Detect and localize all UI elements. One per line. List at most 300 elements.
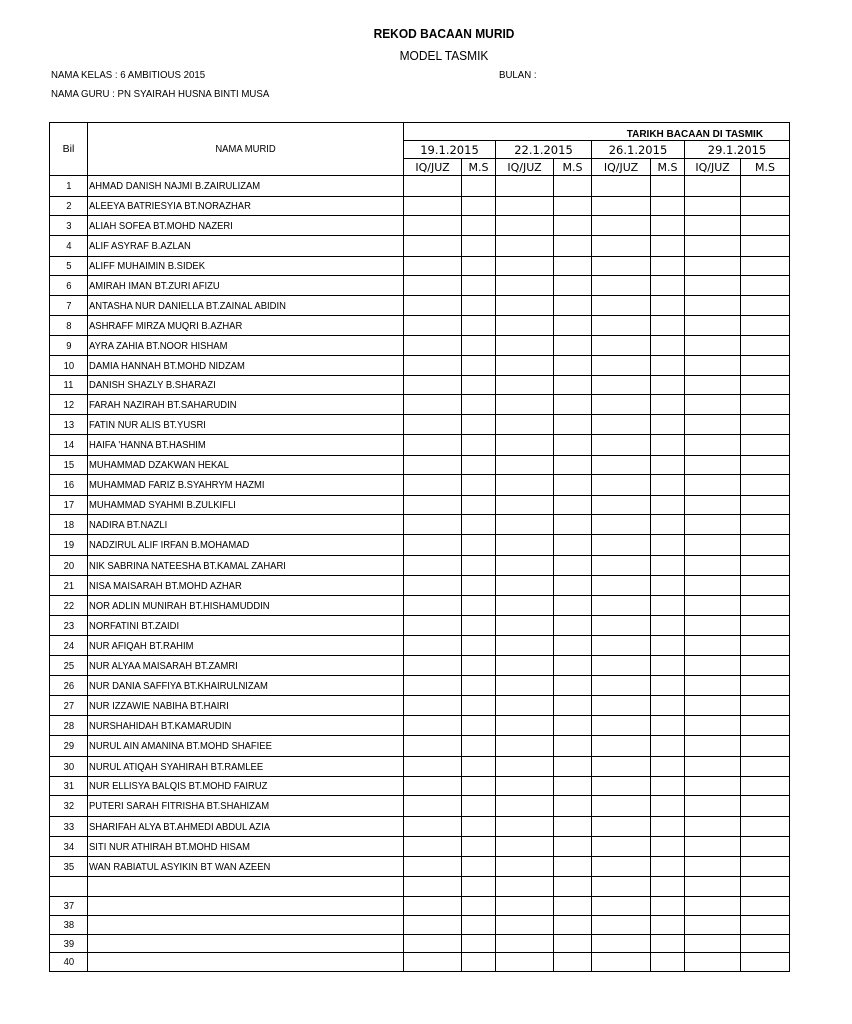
cell-iq-juz[interactable] <box>592 716 651 736</box>
cell-iq-juz[interactable] <box>404 817 462 837</box>
cell-iq-juz[interactable] <box>592 535 651 556</box>
cell-iq-juz[interactable] <box>685 897 741 916</box>
cell-ms[interactable] <box>462 176 496 197</box>
cell-ms[interactable] <box>741 916 790 935</box>
cell-iq-juz[interactable] <box>592 916 651 935</box>
cell-iq-juz[interactable] <box>685 596 741 616</box>
cell-iq-juz[interactable] <box>592 897 651 916</box>
cell-ms[interactable] <box>554 456 592 475</box>
cell-iq-juz[interactable] <box>685 636 741 656</box>
cell-ms[interactable] <box>554 757 592 777</box>
cell-ms[interactable] <box>741 953 790 972</box>
cell-iq-juz[interactable] <box>496 596 554 616</box>
cell-iq-juz[interactable] <box>496 696 554 716</box>
cell-ms[interactable] <box>554 515 592 535</box>
cell-ms[interactable] <box>554 176 592 197</box>
cell-ms[interactable] <box>554 376 592 395</box>
cell-ms[interactable] <box>651 475 685 496</box>
cell-ms[interactable] <box>554 596 592 616</box>
cell-iq-juz[interactable] <box>592 356 651 376</box>
cell-iq-juz[interactable] <box>592 296 651 316</box>
cell-iq-juz[interactable] <box>685 296 741 316</box>
cell-iq-juz[interactable] <box>496 176 554 197</box>
cell-ms[interactable] <box>651 496 685 515</box>
cell-iq-juz[interactable] <box>685 456 741 475</box>
cell-ms[interactable] <box>462 535 496 556</box>
cell-ms[interactable] <box>554 556 592 576</box>
cell-iq-juz[interactable] <box>685 953 741 972</box>
cell-ms[interactable] <box>462 456 496 475</box>
cell-ms[interactable] <box>741 877 790 897</box>
cell-iq-juz[interactable] <box>685 176 741 197</box>
cell-ms[interactable] <box>651 356 685 376</box>
cell-ms[interactable] <box>462 757 496 777</box>
cell-ms[interactable] <box>462 897 496 916</box>
cell-iq-juz[interactable] <box>404 296 462 316</box>
cell-iq-juz[interactable] <box>685 696 741 716</box>
cell-iq-juz[interactable] <box>404 837 462 857</box>
cell-iq-juz[interactable] <box>496 496 554 515</box>
cell-iq-juz[interactable] <box>685 316 741 336</box>
cell-iq-juz[interactable] <box>592 857 651 877</box>
cell-ms[interactable] <box>741 336 790 356</box>
cell-iq-juz[interactable] <box>592 736 651 757</box>
cell-ms[interactable] <box>554 837 592 857</box>
cell-iq-juz[interactable] <box>496 656 554 676</box>
cell-iq-juz[interactable] <box>496 736 554 757</box>
cell-iq-juz[interactable] <box>592 777 651 796</box>
cell-iq-juz[interactable] <box>685 356 741 376</box>
cell-ms[interactable] <box>554 395 592 415</box>
cell-ms[interactable] <box>554 716 592 736</box>
cell-iq-juz[interactable] <box>592 796 651 817</box>
cell-ms[interactable] <box>651 616 685 636</box>
cell-iq-juz[interactable] <box>496 456 554 475</box>
cell-ms[interactable] <box>741 356 790 376</box>
cell-ms[interactable] <box>741 415 790 435</box>
cell-ms[interactable] <box>741 456 790 475</box>
cell-ms[interactable] <box>651 415 685 435</box>
cell-ms[interactable] <box>651 777 685 796</box>
cell-iq-juz[interactable] <box>592 336 651 356</box>
cell-ms[interactable] <box>554 296 592 316</box>
cell-ms[interactable] <box>651 716 685 736</box>
cell-ms[interactable] <box>554 197 592 216</box>
cell-ms[interactable] <box>651 236 685 257</box>
cell-ms[interactable] <box>651 176 685 197</box>
cell-iq-juz[interactable] <box>592 817 651 837</box>
cell-ms[interactable] <box>462 496 496 515</box>
cell-ms[interactable] <box>554 216 592 236</box>
cell-iq-juz[interactable] <box>496 837 554 857</box>
cell-iq-juz[interactable] <box>685 576 741 596</box>
cell-iq-juz[interactable] <box>685 496 741 515</box>
cell-ms[interactable] <box>651 456 685 475</box>
cell-ms[interactable] <box>651 216 685 236</box>
cell-iq-juz[interactable] <box>685 475 741 496</box>
cell-ms[interactable] <box>741 935 790 953</box>
cell-iq-juz[interactable] <box>592 757 651 777</box>
cell-ms[interactable] <box>651 877 685 897</box>
cell-iq-juz[interactable] <box>496 296 554 316</box>
cell-ms[interactable] <box>554 336 592 356</box>
cell-ms[interactable] <box>554 257 592 276</box>
cell-ms[interactable] <box>554 535 592 556</box>
cell-ms[interactable] <box>462 336 496 356</box>
cell-iq-juz[interactable] <box>592 276 651 296</box>
cell-ms[interactable] <box>462 616 496 636</box>
cell-iq-juz[interactable] <box>592 556 651 576</box>
cell-ms[interactable] <box>462 696 496 716</box>
cell-iq-juz[interactable] <box>496 576 554 596</box>
cell-iq-juz[interactable] <box>404 616 462 636</box>
cell-ms[interactable] <box>741 296 790 316</box>
cell-iq-juz[interactable] <box>496 216 554 236</box>
cell-ms[interactable] <box>741 696 790 716</box>
cell-ms[interactable] <box>651 336 685 356</box>
cell-ms[interactable] <box>741 676 790 696</box>
cell-ms[interactable] <box>554 616 592 636</box>
cell-iq-juz[interactable] <box>404 716 462 736</box>
cell-iq-juz[interactable] <box>496 676 554 696</box>
cell-iq-juz[interactable] <box>685 515 741 535</box>
cell-ms[interactable] <box>741 435 790 456</box>
cell-iq-juz[interactable] <box>404 176 462 197</box>
cell-iq-juz[interactable] <box>404 496 462 515</box>
cell-ms[interactable] <box>462 736 496 757</box>
cell-iq-juz[interactable] <box>496 435 554 456</box>
cell-iq-juz[interactable] <box>685 257 741 276</box>
cell-iq-juz[interactable] <box>685 877 741 897</box>
cell-ms[interactable] <box>741 636 790 656</box>
cell-ms[interactable] <box>741 176 790 197</box>
cell-iq-juz[interactable] <box>496 236 554 257</box>
cell-ms[interactable] <box>462 716 496 736</box>
cell-ms[interactable] <box>554 877 592 897</box>
cell-iq-juz[interactable] <box>404 257 462 276</box>
cell-ms[interactable] <box>462 576 496 596</box>
cell-ms[interactable] <box>462 877 496 897</box>
cell-ms[interactable] <box>651 296 685 316</box>
cell-iq-juz[interactable] <box>404 777 462 796</box>
cell-ms[interactable] <box>554 656 592 676</box>
cell-ms[interactable] <box>462 415 496 435</box>
cell-ms[interactable] <box>651 515 685 535</box>
cell-iq-juz[interactable] <box>685 916 741 935</box>
cell-iq-juz[interactable] <box>496 916 554 935</box>
cell-ms[interactable] <box>741 496 790 515</box>
cell-ms[interactable] <box>741 736 790 757</box>
cell-iq-juz[interactable] <box>404 435 462 456</box>
cell-iq-juz[interactable] <box>404 656 462 676</box>
cell-iq-juz[interactable] <box>404 376 462 395</box>
cell-ms[interactable] <box>554 676 592 696</box>
cell-ms[interactable] <box>554 916 592 935</box>
cell-iq-juz[interactable] <box>592 496 651 515</box>
cell-ms[interactable] <box>741 817 790 837</box>
cell-ms[interactable] <box>651 535 685 556</box>
cell-iq-juz[interactable] <box>496 556 554 576</box>
cell-ms[interactable] <box>462 676 496 696</box>
cell-iq-juz[interactable] <box>685 556 741 576</box>
cell-iq-juz[interactable] <box>496 257 554 276</box>
cell-iq-juz[interactable] <box>496 877 554 897</box>
cell-ms[interactable] <box>651 897 685 916</box>
cell-ms[interactable] <box>462 257 496 276</box>
cell-ms[interactable] <box>462 953 496 972</box>
cell-iq-juz[interactable] <box>592 376 651 395</box>
cell-ms[interactable] <box>462 515 496 535</box>
cell-ms[interactable] <box>554 777 592 796</box>
cell-iq-juz[interactable] <box>685 777 741 796</box>
cell-iq-juz[interactable] <box>685 837 741 857</box>
cell-ms[interactable] <box>554 953 592 972</box>
cell-iq-juz[interactable] <box>592 415 651 435</box>
cell-ms[interactable] <box>462 556 496 576</box>
cell-ms[interactable] <box>462 376 496 395</box>
cell-ms[interactable] <box>651 556 685 576</box>
cell-ms[interactable] <box>554 356 592 376</box>
cell-iq-juz[interactable] <box>496 197 554 216</box>
cell-iq-juz[interactable] <box>404 877 462 897</box>
cell-iq-juz[interactable] <box>496 475 554 496</box>
cell-ms[interactable] <box>651 636 685 656</box>
cell-iq-juz[interactable] <box>685 435 741 456</box>
cell-ms[interactable] <box>462 656 496 676</box>
cell-iq-juz[interactable] <box>496 796 554 817</box>
cell-ms[interactable] <box>651 197 685 216</box>
cell-iq-juz[interactable] <box>685 757 741 777</box>
cell-ms[interactable] <box>554 636 592 656</box>
cell-ms[interactable] <box>741 376 790 395</box>
cell-iq-juz[interactable] <box>404 556 462 576</box>
cell-ms[interactable] <box>554 475 592 496</box>
cell-iq-juz[interactable] <box>685 236 741 257</box>
cell-iq-juz[interactable] <box>685 716 741 736</box>
cell-ms[interactable] <box>741 796 790 817</box>
cell-iq-juz[interactable] <box>496 777 554 796</box>
cell-ms[interactable] <box>651 676 685 696</box>
cell-iq-juz[interactable] <box>592 636 651 656</box>
cell-ms[interactable] <box>462 197 496 216</box>
cell-iq-juz[interactable] <box>685 336 741 356</box>
cell-iq-juz[interactable] <box>404 636 462 656</box>
cell-iq-juz[interactable] <box>404 515 462 535</box>
cell-ms[interactable] <box>554 415 592 435</box>
cell-ms[interactable] <box>741 556 790 576</box>
cell-ms[interactable] <box>554 696 592 716</box>
cell-ms[interactable] <box>741 576 790 596</box>
cell-iq-juz[interactable] <box>404 356 462 376</box>
cell-iq-juz[interactable] <box>496 276 554 296</box>
cell-iq-juz[interactable] <box>496 817 554 837</box>
cell-iq-juz[interactable] <box>404 676 462 696</box>
cell-iq-juz[interactable] <box>496 336 554 356</box>
cell-ms[interactable] <box>462 935 496 953</box>
cell-iq-juz[interactable] <box>404 596 462 616</box>
cell-ms[interactable] <box>462 316 496 336</box>
cell-ms[interactable] <box>462 216 496 236</box>
cell-ms[interactable] <box>741 395 790 415</box>
cell-ms[interactable] <box>554 796 592 817</box>
cell-iq-juz[interactable] <box>685 676 741 696</box>
cell-iq-juz[interactable] <box>496 415 554 435</box>
cell-iq-juz[interactable] <box>404 197 462 216</box>
cell-ms[interactable] <box>462 236 496 257</box>
cell-ms[interactable] <box>651 596 685 616</box>
cell-iq-juz[interactable] <box>496 395 554 415</box>
cell-iq-juz[interactable] <box>404 336 462 356</box>
cell-ms[interactable] <box>741 276 790 296</box>
cell-iq-juz[interactable] <box>592 576 651 596</box>
cell-ms[interactable] <box>554 496 592 515</box>
cell-ms[interactable] <box>554 276 592 296</box>
cell-iq-juz[interactable] <box>592 837 651 857</box>
cell-ms[interactable] <box>651 757 685 777</box>
cell-iq-juz[interactable] <box>592 953 651 972</box>
cell-ms[interactable] <box>462 817 496 837</box>
cell-iq-juz[interactable] <box>592 236 651 257</box>
cell-iq-juz[interactable] <box>685 535 741 556</box>
cell-ms[interactable] <box>651 736 685 757</box>
cell-ms[interactable] <box>741 475 790 496</box>
cell-iq-juz[interactable] <box>404 456 462 475</box>
cell-iq-juz[interactable] <box>592 515 651 535</box>
cell-ms[interactable] <box>462 435 496 456</box>
cell-ms[interactable] <box>554 576 592 596</box>
cell-ms[interactable] <box>741 535 790 556</box>
cell-iq-juz[interactable] <box>496 857 554 877</box>
cell-iq-juz[interactable] <box>592 475 651 496</box>
cell-iq-juz[interactable] <box>685 857 741 877</box>
cell-iq-juz[interactable] <box>496 757 554 777</box>
cell-ms[interactable] <box>462 796 496 817</box>
cell-ms[interactable] <box>462 916 496 935</box>
cell-ms[interactable] <box>651 395 685 415</box>
cell-ms[interactable] <box>651 276 685 296</box>
cell-ms[interactable] <box>554 817 592 837</box>
cell-iq-juz[interactable] <box>404 276 462 296</box>
cell-iq-juz[interactable] <box>592 696 651 716</box>
cell-iq-juz[interactable] <box>404 236 462 257</box>
cell-iq-juz[interactable] <box>592 656 651 676</box>
cell-iq-juz[interactable] <box>404 857 462 877</box>
cell-ms[interactable] <box>651 435 685 456</box>
cell-ms[interactable] <box>651 857 685 877</box>
cell-iq-juz[interactable] <box>404 316 462 336</box>
cell-ms[interactable] <box>651 916 685 935</box>
cell-ms[interactable] <box>741 257 790 276</box>
cell-ms[interactable] <box>741 216 790 236</box>
cell-ms[interactable] <box>462 636 496 656</box>
cell-iq-juz[interactable] <box>592 316 651 336</box>
cell-iq-juz[interactable] <box>496 616 554 636</box>
cell-iq-juz[interactable] <box>496 935 554 953</box>
cell-iq-juz[interactable] <box>685 935 741 953</box>
cell-iq-juz[interactable] <box>592 216 651 236</box>
cell-iq-juz[interactable] <box>592 197 651 216</box>
cell-ms[interactable] <box>554 736 592 757</box>
cell-iq-juz[interactable] <box>592 935 651 953</box>
cell-iq-juz[interactable] <box>685 376 741 395</box>
cell-ms[interactable] <box>741 316 790 336</box>
cell-ms[interactable] <box>462 596 496 616</box>
cell-iq-juz[interactable] <box>404 535 462 556</box>
cell-iq-juz[interactable] <box>404 696 462 716</box>
cell-iq-juz[interactable] <box>685 817 741 837</box>
cell-iq-juz[interactable] <box>592 877 651 897</box>
cell-iq-juz[interactable] <box>592 596 651 616</box>
cell-iq-juz[interactable] <box>592 176 651 197</box>
cell-iq-juz[interactable] <box>592 395 651 415</box>
cell-ms[interactable] <box>741 616 790 636</box>
cell-ms[interactable] <box>462 475 496 496</box>
cell-iq-juz[interactable] <box>496 897 554 916</box>
cell-iq-juz[interactable] <box>685 736 741 757</box>
cell-ms[interactable] <box>741 197 790 216</box>
cell-ms[interactable] <box>651 316 685 336</box>
cell-iq-juz[interactable] <box>685 656 741 676</box>
cell-ms[interactable] <box>741 897 790 916</box>
cell-iq-juz[interactable] <box>685 216 741 236</box>
cell-iq-juz[interactable] <box>404 415 462 435</box>
cell-ms[interactable] <box>651 696 685 716</box>
cell-iq-juz[interactable] <box>404 757 462 777</box>
cell-iq-juz[interactable] <box>404 475 462 496</box>
cell-ms[interactable] <box>741 857 790 877</box>
cell-iq-juz[interactable] <box>404 897 462 916</box>
cell-iq-juz[interactable] <box>496 316 554 336</box>
cell-ms[interactable] <box>741 515 790 535</box>
cell-ms[interactable] <box>462 857 496 877</box>
cell-ms[interactable] <box>462 837 496 857</box>
cell-ms[interactable] <box>651 817 685 837</box>
cell-iq-juz[interactable] <box>496 356 554 376</box>
cell-ms[interactable] <box>462 276 496 296</box>
cell-iq-juz[interactable] <box>404 576 462 596</box>
cell-iq-juz[interactable] <box>404 953 462 972</box>
cell-iq-juz[interactable] <box>685 276 741 296</box>
cell-ms[interactable] <box>554 935 592 953</box>
cell-ms[interactable] <box>462 356 496 376</box>
cell-iq-juz[interactable] <box>592 616 651 636</box>
cell-ms[interactable] <box>741 716 790 736</box>
cell-ms[interactable] <box>651 837 685 857</box>
cell-iq-juz[interactable] <box>496 636 554 656</box>
cell-ms[interactable] <box>651 953 685 972</box>
cell-iq-juz[interactable] <box>592 435 651 456</box>
cell-ms[interactable] <box>651 576 685 596</box>
cell-iq-juz[interactable] <box>685 796 741 817</box>
cell-iq-juz[interactable] <box>404 916 462 935</box>
cell-iq-juz[interactable] <box>404 395 462 415</box>
cell-ms[interactable] <box>741 777 790 796</box>
cell-ms[interactable] <box>554 316 592 336</box>
cell-iq-juz[interactable] <box>496 716 554 736</box>
cell-ms[interactable] <box>554 857 592 877</box>
cell-ms[interactable] <box>651 935 685 953</box>
cell-ms[interactable] <box>651 656 685 676</box>
cell-ms[interactable] <box>554 236 592 257</box>
cell-iq-juz[interactable] <box>496 953 554 972</box>
cell-ms[interactable] <box>741 236 790 257</box>
cell-iq-juz[interactable] <box>404 935 462 953</box>
cell-iq-juz[interactable] <box>404 736 462 757</box>
cell-iq-juz[interactable] <box>592 257 651 276</box>
cell-iq-juz[interactable] <box>685 395 741 415</box>
cell-iq-juz[interactable] <box>404 796 462 817</box>
cell-ms[interactable] <box>462 777 496 796</box>
